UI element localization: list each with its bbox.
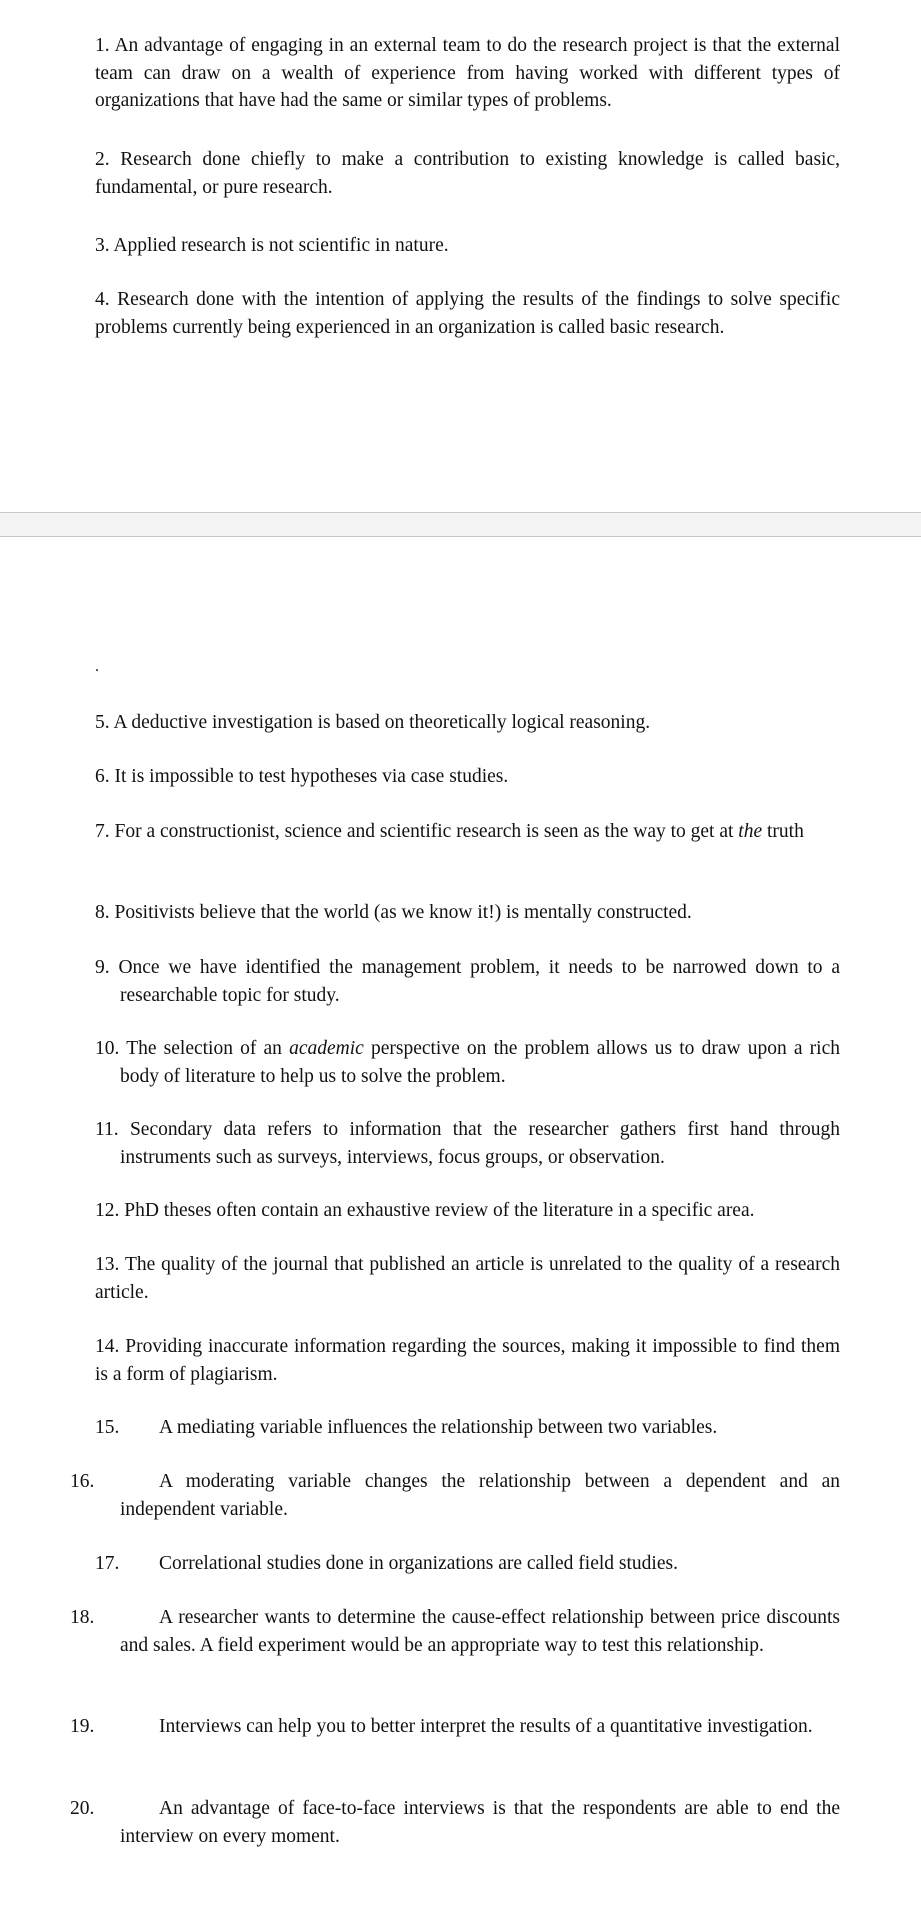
- question-number: 17.: [95, 1553, 120, 1574]
- question-text: Secondary data refers to information that the researcher gathers first hand through instruments such as surveys, interviews, focus groups, or observation.: [120, 1119, 840, 1168]
- question-11: [95, 1116, 840, 1171]
- question-number: 16.: [70, 1471, 95, 1492]
- question-number: 8.: [95, 902, 110, 923]
- question-text: Research done with the intention of applying the results of the findings to solve specific problems currently being experienced in an organization is called basic research.: [95, 289, 840, 338]
- question-number: 15.: [95, 1417, 120, 1438]
- question-number: 11.: [95, 1119, 119, 1140]
- question-text: Correlational studies done in organizations are called field studies.: [159, 1553, 678, 1574]
- question-text: Providing inaccurate information regarding the sources, making it impossible to find them is a form of plagiarism.: [95, 1336, 840, 1385]
- document-page-1: [0, 0, 921, 512]
- question-18: [70, 1604, 840, 1659]
- question-number: 7.: [95, 821, 110, 842]
- question-text: The quality of the journal that published an article is unrelated to the quality of a research article.: [95, 1254, 840, 1303]
- question-number: 1.: [95, 35, 110, 56]
- question-text: A researcher wants to determine the cause-effect relationship between price discounts and sales. A field experiment would be an appropriate way to test this relationship.: [120, 1607, 840, 1656]
- question-text: truth: [766, 821, 804, 842]
- question-14: [95, 1333, 840, 1388]
- question-5: [95, 709, 840, 737]
- question-text: Once we have identified the management problem, it needs to be narrowed down to a researchable topic for study.: [118, 957, 841, 1006]
- question-2: [95, 146, 840, 201]
- question-number: 4.: [95, 289, 110, 310]
- question-15: [95, 1414, 840, 1442]
- question-text-emphasis: academic: [289, 1038, 364, 1059]
- question-text: Positivists believe that the world (as we know it!) is mentally constructed.: [114, 902, 692, 923]
- question-number: 18.: [70, 1607, 95, 1628]
- question-text: It is impossible to test hypotheses via case studies.: [114, 766, 509, 787]
- question-number: 3.: [95, 235, 110, 256]
- page-break: [0, 512, 921, 537]
- stray-mark: .: [95, 658, 99, 675]
- question-number: 5.: [95, 712, 110, 733]
- question-20: [70, 1795, 840, 1850]
- question-1: [95, 32, 840, 115]
- document-page-2: [0, 537, 921, 1920]
- question-number: 20.: [70, 1798, 95, 1819]
- question-number: 10.: [95, 1038, 120, 1059]
- question-text: An advantage of engaging in an external team to do the research project is that the external team can draw on a wealth of experience from having worked with different types of organizations that have had the same or similar types of problems.: [95, 35, 840, 111]
- question-text: A moderating variable changes the relationship between a dependent and an independent variable.: [120, 1471, 840, 1520]
- question-text: Research done chiefly to make a contribution to existing knowledge is called basic, fundamental, or pure research.: [95, 149, 840, 198]
- question-number: 6.: [95, 766, 110, 787]
- question-text: perspective on the problem allows us to draw upon a rich body of literature to help us to solve the problem.: [120, 1038, 840, 1087]
- question-19: [70, 1713, 840, 1741]
- question-9: [95, 954, 840, 1009]
- question-number: 9.: [95, 957, 110, 978]
- question-number: 14.: [95, 1336, 120, 1357]
- question-8: [95, 899, 840, 927]
- question-6: [95, 763, 840, 791]
- question-17: [95, 1550, 840, 1578]
- question-text: An advantage of face-to-face interviews is that the respondents are able to end the interview on every moment.: [120, 1798, 840, 1847]
- question-text: The selection of an: [126, 1038, 282, 1059]
- question-number: 19.: [70, 1716, 95, 1737]
- question-12: [95, 1197, 840, 1225]
- question-text-emphasis: the: [738, 821, 763, 842]
- question-number: 2.: [95, 149, 110, 170]
- question-10: [95, 1035, 840, 1090]
- question-13: [95, 1251, 840, 1306]
- question-number: 13.: [95, 1254, 120, 1275]
- question-4: [95, 286, 840, 341]
- question-text: A deductive investigation is based on theoretically logical reasoning.: [113, 712, 651, 733]
- question-text: Applied research is not scientific in nature.: [113, 235, 449, 256]
- question-text: PhD theses often contain an exhaustive review of the literature in a specific area.: [124, 1200, 755, 1221]
- question-7: [95, 818, 840, 846]
- question-text: Interviews can help you to better interpret the results of a quantitative investigation.: [159, 1716, 813, 1737]
- question-3: [95, 232, 840, 260]
- question-number: 12.: [95, 1200, 120, 1221]
- question-text: For a constructionist, science and scientific research is seen as the way to get at: [114, 821, 734, 842]
- question-text: A mediating variable influences the relationship between two variables.: [159, 1417, 718, 1438]
- question-16: [70, 1468, 840, 1523]
